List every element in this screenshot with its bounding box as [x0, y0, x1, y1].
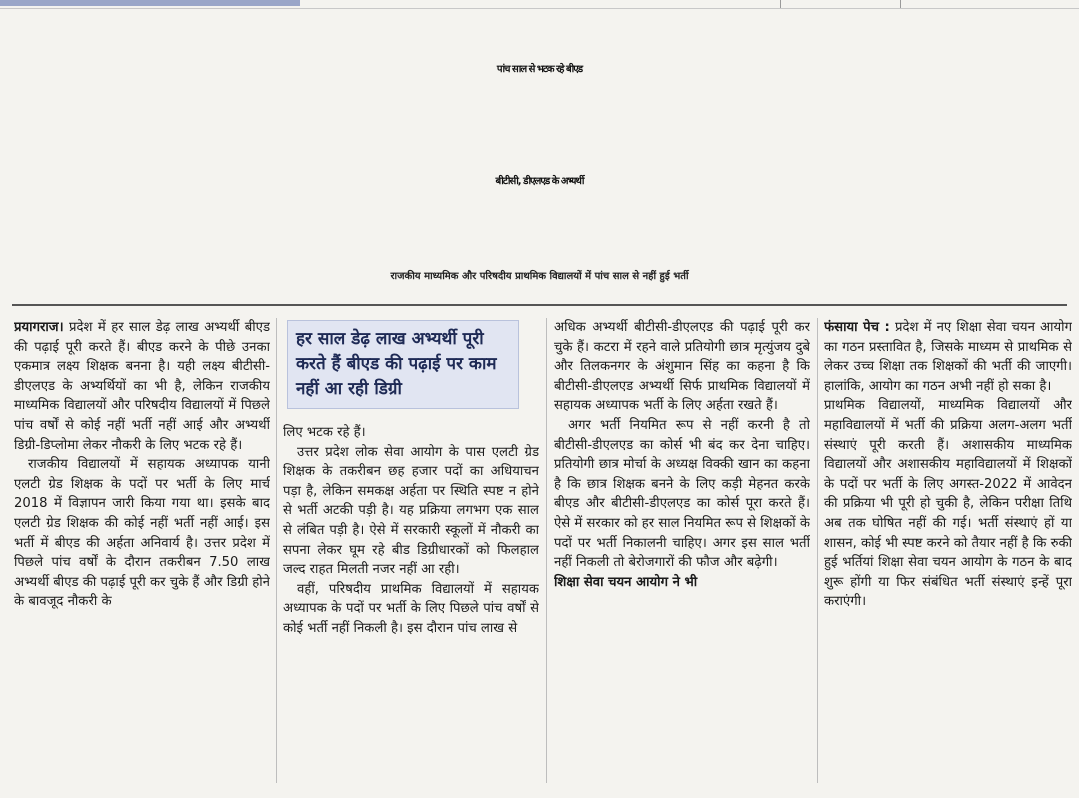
column-subheading [554, 573, 810, 593]
section-lead: फंसाया पेच : [824, 320, 890, 335]
subheading-text: शिक्षा सेवा चयन आयोग ने भी [554, 574, 698, 590]
article-column-2 [283, 318, 539, 788]
column-paragraph [824, 318, 1072, 396]
column-paragraph: प्राथमिक विद्यालयों, माध्यमिक विद्यालयों और महाविद्यालयों में भर्ती की प्रक्रिया अलग-अलग भर्ती संस्थाएं पूरी करती हैं। अशासकीय माध्यमिक विद्यालयों और अशासकीय महाविद्यालयों में शिक्षकों के पदों पर भर्ती के लिए अगस्त-2022 में आवेदन की प्रक्रिया भी पूरी हो चुकी है, लेकिन परीक्षा तिथि अब तक घोषित नहीं की गई। भर्ती संस्थाएं हों या शासन, कोई भी स्पष्ट करने को तैयार नहीं है कि रुकी हुई भर्तियां शिक्षा सेवा चयन आयोग के गठन के बाद शुरू होंगी या फिर संबंधित भर्ती संस्थाएं इन्हें पूरा कराएंगी। [824, 398, 1072, 610]
page-top-strip [0, 0, 1079, 9]
top-color-bar [0, 0, 300, 6]
article-column-4 [824, 318, 1072, 788]
column-paragraph: वहीं, परिषदीय प्राथमिक विद्यालयों में सहायक अध्यापक के पदों पर भर्ती के लिए पिछले पांच वर्षों से कोई भर्ती नहीं निकली है। इस दौरान पांच लाख से [283, 581, 539, 636]
column-paragraph: उत्तर प्रदेश लोक सेवा आयोग के पास एलटी ग्रेड शिक्षक के तकरीबन छह हजार पदों का अधियाचन पड़ा है, लेकिन समकक्ष अर्हता पर स्थिति स्पष्ट न होने से भर्ती अटकी पड़ी है। यह प्रक्रिया लगभग एक साल से लंबित पड़ी है। ऐसे में सरकारी स्कूलों में नौकरी का सपना लेकर घूम रहे बीड डिग्रीधारकों को फिलहाल जल्द राहत मिलती नजर नहीं आ रही। [283, 444, 539, 578]
pull-quote-box: हर साल डेढ़ लाख अभ्यर्थी पूरी करते हैं बीएड की पढ़ाई पर काम नहीं आ रही डिग्री [287, 320, 519, 409]
column-paragraph [14, 318, 270, 455]
article-column-1 [14, 318, 270, 788]
column-paragraph: अधिक अभ्यर्थी बीटीसी-डीएलएड की पढ़ाई पूरी कर चुके हैं। कटरा में रहने वाले प्रतियोगी छात्र मृत्युंजय दुबे और तिलकनगर के अंशुमान सिंह का कहना है कि बीटीसी-डीएलएड अभ्यर्थी सिर्फ प्राथमिक विद्यालयों में सहायक अध्यापक भर्ती के लिए अर्हता रखते हैं। [554, 320, 810, 414]
dateline: प्रयागराज। [14, 320, 64, 335]
article-column-3 [554, 318, 810, 788]
headline-line-1: पांच साल से भटक रहे बीएड [496, 64, 583, 75]
column-divider [817, 318, 818, 783]
paragraph-text: प्रदेश में नए शिक्षा सेवा चयन आयोग का गठन प्रस्तावित है, जिसके माध्यम से प्राथमिक से लेकर उच्च शिक्षा तक शिक्षकों की भर्ती की जाएगी। हालांकि, आयोग का गठन अभी नहीं हो सका है। [824, 320, 1072, 394]
paragraph-text: प्रदेश में हर साल डेढ़ लाख अभ्यर्थी बीएड की पढ़ाई पूरी करते हैं। बीएड करने के पीछे उनका एकमात्र लक्ष्य शिक्षक बनना है। यही लक्ष्य बीटीसी-डीएलएड के अभ्यर्थियों का भी है, लेकिन राजकीय माध्यमिक विद्यालयों और परिषदीय विद्यालयों में पिछले पांच वर्षों से कोई नहीं भर्ती नहीं आई और अभ्यर्थी डिग्री-डिप्लोमा लेकर नौकरी के लिए भटक रहे हैं। [14, 320, 270, 453]
subheadline: राजकीय माध्यमिक और परिषदीय प्राथमिक विद्यालयों में पांच साल से नहीं हुई भर्ती [390, 271, 689, 282]
column-divider [546, 318, 547, 783]
top-divider-tick [900, 0, 901, 8]
column-paragraph: अगर भर्ती नियमित रूप से नहीं करनी है तो बीटीसी-डीएलएड का कोर्स भी बंद कर देना चाहिए। प्रतियोगी छात्र मोर्चा के अध्यक्ष विक्की खान का कहना है कि छात्र शिक्षक बनने के लिए कड़ी मेहनत करके बीएड और बीटीसी-डीएलएड का कोर्स पूरा करते हैं। ऐसे में सरकार को हर साल नियमित रूप से शिक्षकों के पदों पर भर्ती निकालनी चाहिए। अगर इस साल भर्ती नहीं निकली तो बेरोजगारों की फौज और बढ़ेगी। [554, 417, 810, 571]
column-paragraph: लिए भटक रहे हैं। [283, 425, 366, 440]
headline-line-2: बीटीसी, डीएलएड के अभ्यर्थी [495, 176, 584, 187]
section-rule [12, 304, 1067, 306]
column-paragraph: राजकीय विद्यालयों में सहायक अध्यापक यानी एलटी ग्रेड शिक्षक के पदों पर भर्ती के लिए मार्च 2018 में विज्ञापन जारी किया गया था। इसके बाद एलटी ग्रेड शिक्षक की कोई नहीं भर्ती नहीं आई। इस भर्ती में बीएड की अर्हता अनिवार्य है। उत्तर प्रदेश में पिछले पांच वर्षों के दौरान तकरीबन 7.50 लाख अभ्यर्थी बीएड की पढ़ाई पूरी कर चुके हैं और डिग्री होने के बावजूद नौकरी के [14, 457, 270, 610]
top-divider-tick [780, 0, 781, 8]
column-divider [276, 318, 277, 783]
